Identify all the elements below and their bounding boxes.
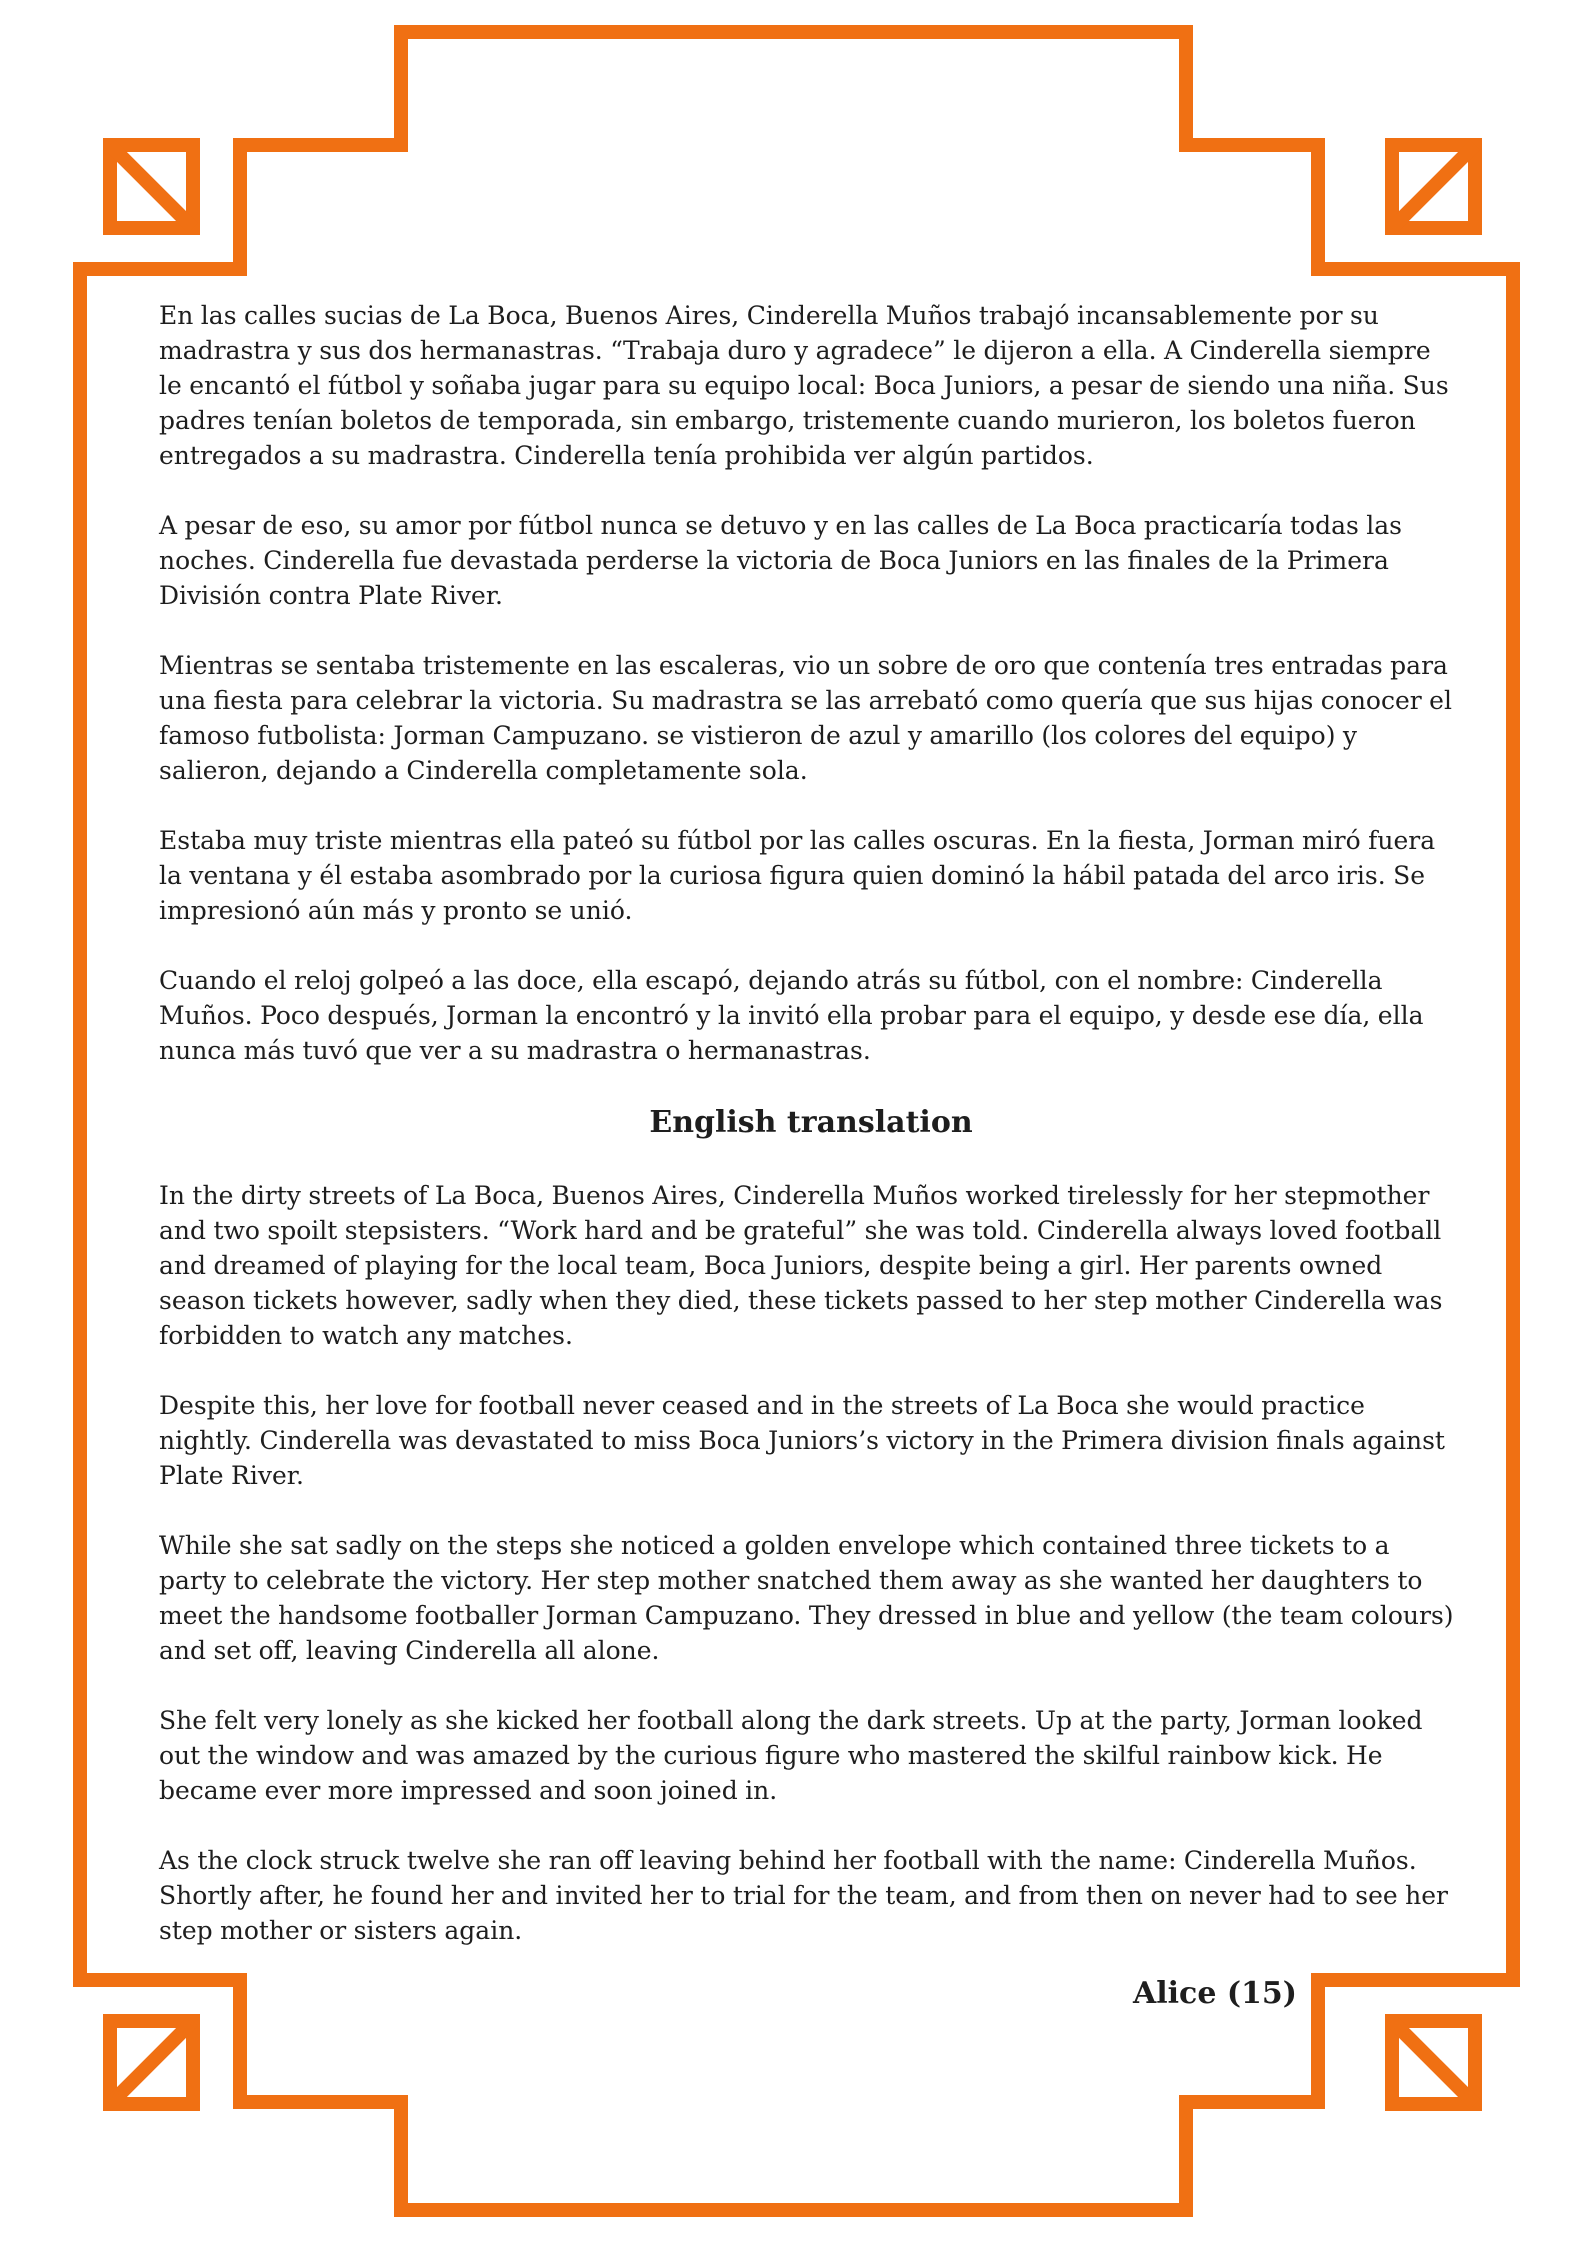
english-paragraph-3: While she sat sadly on the steps she noticed a golden envelope which contained three tickets to a party to celebrate the victory. Her step mother snatched them away as she wanted her daughters to meet the handsome footballer Jorman Campuzano. They dressed in blue and yellow (the team colours) and set off, leaving Cinderella all alone.	[159, 1531, 1454, 1665]
corner-ornament-top-left	[110, 145, 193, 228]
corner-ornament-bottom-right	[1392, 2021, 1475, 2104]
english-paragraph-4: She felt very lonely as she kicked her football along the dark streets. Up at the party, Jorman looked out the window and was amazed by the curious figure who mastered the skilful rainbow kick. He became ever more impressed and soon joined in.	[159, 1706, 1423, 1805]
spanish-paragraph-4: Estaba muy triste mientras ella pateó su fútbol por las calles oscuras. En la fiesta, Jorman miró fuera la ventana y él estaba asombrado por la curiosa figura quien dominó la hábil patada del arco iris. Se impresionó aún más y pronto se unió.	[159, 826, 1436, 925]
english-paragraph-2: Despite this, her love for football never ceased and in the streets of La Boca she would practice nightly. Cinderella was devastated to miss Boca Juniors’s victory in the Primera division finals against Plate River.	[159, 1391, 1445, 1490]
corner-ornament-top-right	[1392, 145, 1475, 228]
corner-ornament-bottom-left	[110, 2021, 193, 2104]
translation-heading: English translation	[649, 1105, 973, 1140]
author-credit: Alice (15)	[1132, 1976, 1297, 2011]
story-text	[159, 298, 1459, 1983]
spanish-paragraph-1: En las calles sucias de La Boca, Buenos Aires, Cinderella Muños trabajó incansablemente por su madrastra y sus dos hermanastras. “Trabaja duro y agradece” le dijeron a ella. A Cinderella siempre le encantó el fútbol y soñaba jugar para su equipo local: Boca Juniors, a pesar de siendo una niña. Sus padres tenían boletos de temporada, sin embargo, tristemente cuando murieron, los boletos fueron entregados a su madrastra. Cinderella tenía prohibida ver algún partidos.	[159, 301, 1449, 470]
spanish-paragraph-2: A pesar de eso, su amor por fútbol nunca se detuvo y en las calles de La Boca practicaría todas las noches. Cinderella fue devastada perderse la victoria de Boca Juniors en las finales de la Primera División contra Plate River.	[159, 511, 1402, 610]
english-paragraph-5: As the clock struck twelve she ran off leaving behind her football with the name: Cinderella Muños. Shortly after, he found her and invited her to trial for the team, and from then on never had to see her step mother or sisters again.	[159, 1846, 1448, 1945]
spanish-paragraph-3: Mientras se sentaba tristemente en las escaleras, vio un sobre de oro que contenía tres entradas para una fiesta para celebrar la victoria. Su madrastra se las arrebató como quería que sus hijas conocer el famoso futbolista: Jorman Campuzano. se vistieron de azul y amarillo (los colores del equipo) y salieron, dejando a Cinderella completamente sola.	[159, 651, 1452, 785]
spanish-paragraph-5: Cuando el reloj golpeó a las doce, ella escapó, dejando atrás su fútbol, con el nombre: Cinderella Muños. Poco después, Jorman la encontró y la invitó ella probar para el equipo, y desde ese día, ella nunca más tuvó que ver a su madrastra o hermanastras.	[159, 966, 1424, 1065]
english-paragraph-1: In the dirty streets of La Boca, Buenos Aires, Cinderella Muños worked tirelessly for her stepmother and two spoilt stepsisters. “Work hard and be grateful” she was told. Cinderella always loved football and dreamed of playing for the local team, Boca Juniors, despite being a girl. Her parents owned season tickets however, sadly when they died, these tickets passed to her step mother Cinderella was forbidden to watch any matches.	[159, 1181, 1443, 1350]
